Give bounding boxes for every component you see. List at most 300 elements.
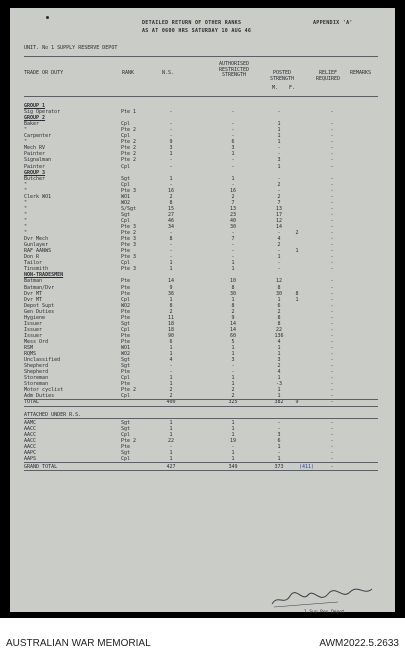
cell-rank: Sgt [121, 449, 131, 456]
grand-total-row [24, 464, 378, 470]
cell-ns: 6 [169, 338, 173, 345]
cell-rank: Pte [121, 308, 131, 315]
cell-ns: - [169, 254, 173, 261]
cell-auth: 1 [231, 266, 235, 273]
cell-rank: Pte 3 [121, 266, 137, 273]
cell-relief: - [330, 381, 334, 388]
cell-trade: " [24, 181, 28, 188]
cell-ns: 2 [169, 308, 173, 315]
col-remarks: REMARKS [350, 70, 372, 76]
cell-trade: GROUP 3 [24, 169, 46, 176]
cell-relief: - [330, 139, 334, 146]
cell-ns: 1 [169, 345, 173, 351]
cell-auth: - [231, 363, 235, 370]
signature-block [268, 586, 378, 615]
cell-rank: Pte [121, 284, 131, 291]
cell-trade: " [24, 187, 28, 194]
cell-rank: Cpl [121, 260, 131, 267]
cell-trade: " [24, 211, 28, 218]
cell-auth: 14 [229, 326, 237, 333]
cell-ns: 1 [169, 381, 173, 388]
cell-ns: - [169, 230, 173, 237]
cell-ns: 4 [169, 357, 173, 364]
cell-rank: Cpl [121, 296, 131, 303]
cell-m: 373 [274, 463, 284, 470]
cell-relief: - [330, 345, 334, 351]
cell-relief: - [330, 369, 334, 376]
cell-rank: Pte 2 [121, 151, 137, 158]
cell-trade: Issuer [24, 320, 43, 327]
cell-rank: Cpl [121, 431, 131, 438]
cell-m: 382 [274, 399, 284, 406]
cell-m: - [277, 109, 281, 116]
cell-trade: Dvr MT [24, 296, 43, 303]
unit-label-text: UNIT. [24, 45, 40, 51]
cell-ns: 1 [169, 260, 173, 267]
cell-ns: - [169, 133, 173, 140]
cell-rank: Cpl [121, 133, 131, 140]
cell-relief: - [330, 163, 334, 170]
cell-rank: Sgt [121, 175, 131, 182]
cell-trade: Mess Ord [24, 338, 49, 345]
cell-auth: - [231, 369, 235, 376]
cell-ns: - [169, 369, 173, 376]
cell-auth: 9 [231, 314, 235, 321]
cell-trade: AAPC [24, 449, 37, 456]
cell-trade: GROUP 1 [24, 103, 46, 109]
col-relief: RELIEF REQUIRED [315, 70, 341, 82]
cell-ns: 2 [169, 193, 173, 200]
cell-rank: Pte 2 [121, 387, 137, 394]
cell-relief: - [330, 133, 334, 140]
cell-auth: 10 [229, 278, 237, 285]
cell-m: 136 [274, 332, 284, 339]
cell-relief: - [330, 332, 334, 339]
grand-total-handwritten-note: (411) [299, 463, 315, 470]
cell-ns: 1 [169, 425, 173, 432]
cell-relief: - [330, 266, 334, 273]
cell-relief: - [330, 248, 334, 255]
cell-m: 1 [277, 375, 281, 382]
cell-relief: - [330, 205, 334, 212]
cell-auth: 30 [229, 290, 237, 297]
attached-heading: ATTACHED UNDER R.S. [24, 411, 82, 418]
cell-rank: WO1 [121, 345, 131, 351]
cell-m: 1 [277, 163, 281, 170]
cell-auth: 1 [231, 425, 235, 432]
cell-rank: Cpl [121, 375, 131, 382]
cell-ns: 400 [166, 399, 176, 406]
cell-m: 8 [277, 314, 281, 321]
cell-auth: 1 [231, 375, 235, 382]
cell-rank: Cpl [121, 181, 131, 188]
cell-relief: - [330, 387, 334, 394]
cell-trade: " [24, 139, 28, 146]
signature-unit: 1 Sup Res Depot [304, 610, 345, 615]
cell-ns: 427 [166, 463, 176, 470]
cell-trade: Gunlayer [24, 242, 49, 249]
cell-m: 2 [277, 363, 281, 370]
cell-m: 1 [277, 121, 281, 128]
cell-ns: 1 [169, 419, 173, 426]
cell-ns: - [169, 127, 173, 134]
cell-rank: Sgt [121, 363, 131, 370]
cell-trade: AACC [24, 431, 37, 438]
cell-relief: - [330, 151, 334, 158]
cell-auth: 40 [229, 217, 237, 224]
cell-relief: - [330, 399, 334, 406]
cell-trade: RAF AANWS [24, 248, 52, 255]
cell-ns: 9 [169, 284, 173, 291]
attached-row [24, 456, 378, 462]
cell-m: 8 [277, 320, 281, 327]
cell-ns: 14 [167, 278, 175, 285]
cell-relief: - [330, 121, 334, 128]
cell-m: 17 [275, 211, 283, 218]
cell-relief: - [330, 290, 334, 297]
cell-auth: 19 [229, 437, 237, 444]
cell-auth: 1 [231, 151, 235, 158]
cell-auth: - [231, 163, 235, 170]
total-rule [24, 399, 378, 400]
cell-ns: 36 [167, 290, 175, 297]
cell-relief: - [330, 236, 334, 243]
cell-auth: 1 [231, 431, 235, 438]
header-bottom-rule [24, 96, 378, 97]
cell-ns: 8 [169, 199, 173, 206]
cell-auth: 7 [231, 199, 235, 206]
col-posted: POSTED STRENGTH [269, 70, 295, 82]
cell-ns: - [169, 157, 173, 164]
cell-auth: - [231, 121, 235, 128]
cell-m: - [277, 187, 281, 194]
cell-rank: Pte [121, 314, 131, 321]
cell-m: - [277, 419, 281, 426]
cell-m: 1 [277, 296, 281, 303]
cell-auth: 1 [231, 449, 235, 456]
cell-rank: Sgt [121, 211, 131, 218]
cell-m: 22 [275, 326, 283, 333]
cell-auth: - [231, 443, 235, 450]
cell-relief: - [330, 224, 334, 230]
cell-ns: 46 [167, 217, 175, 224]
cell-trade: Dvr MT [24, 290, 43, 297]
cell-relief: - [330, 308, 334, 315]
cell-rank: Pte [121, 338, 131, 345]
cell-relief: - [330, 260, 334, 267]
cell-trade: GRAND TOTAL [24, 463, 58, 470]
cell-relief: - [330, 357, 334, 364]
cell-relief: - [330, 296, 334, 303]
cell-relief: - [330, 193, 334, 200]
cell-ns: - [169, 163, 173, 170]
cell-ns: - [169, 248, 173, 255]
cell-m: 12 [275, 278, 283, 285]
cell-trade: Unclassified [24, 357, 61, 364]
cell-relief: - [330, 230, 334, 237]
cell-trade: " [24, 199, 28, 206]
col-ns: N.S. [162, 70, 175, 76]
cell-relief: - [330, 242, 334, 249]
cell-relief: - [330, 425, 334, 432]
cell-trade: Sig Operator [24, 109, 61, 116]
cell-relief: - [330, 393, 334, 400]
header-top-rule [24, 56, 378, 57]
cell-auth: 8 [231, 302, 235, 309]
cell-relief: - [330, 302, 334, 309]
cell-ns: 1 [169, 175, 173, 182]
cell-m: 2 [277, 193, 281, 200]
cell-auth: - [231, 254, 235, 261]
cell-auth: 16 [229, 187, 237, 194]
archive-footer [0, 618, 405, 653]
cell-relief: - [330, 127, 334, 134]
cell-f: 9 [295, 399, 299, 406]
cell-m: -3 [275, 381, 283, 388]
col-m: M. [272, 85, 279, 91]
cell-relief: - [330, 284, 334, 291]
cell-rank: Pte 2 [121, 230, 137, 237]
appendix-label: APPENDIX 'A' [313, 20, 353, 26]
cell-relief: - [330, 181, 334, 188]
cell-relief: - [330, 199, 334, 206]
footer-accession-id: AWM2022.5.2633 [319, 638, 399, 649]
cell-trade: Depot Supt [24, 302, 55, 309]
cell-auth: 1 [231, 175, 235, 182]
cell-auth: 1 [231, 455, 235, 462]
cell-relief: - [330, 314, 334, 321]
cell-trade: " [24, 217, 28, 224]
cell-ns: 1 [169, 455, 173, 462]
cell-ns: 15 [167, 205, 175, 212]
cell-auth: 1 [231, 296, 235, 303]
doc-title-line2: AS AT 0600 HRS SATURDAY 10 AUG 46 [142, 28, 252, 34]
cell-relief: - [330, 109, 334, 116]
cell-auth: - [231, 181, 235, 188]
cell-rank: Cpl [121, 121, 131, 128]
cell-m: 12 [275, 217, 283, 224]
cell-auth: 7 [231, 236, 235, 243]
cell-trade: Issuer [24, 326, 43, 333]
cell-auth: 1 [231, 260, 235, 267]
col-rank: RANK [122, 70, 135, 76]
cell-f: 1 [295, 248, 299, 255]
cell-m: 1 [277, 345, 281, 351]
cell-m: 2 [277, 308, 281, 315]
cell-m: 2 [277, 181, 281, 188]
col-authorised: AUTHORISED RESTRICTED STRENGTH [218, 61, 250, 78]
cell-auth: 1 [231, 351, 235, 358]
cell-auth: - [231, 133, 235, 140]
cell-rank: Pte 2 [121, 145, 137, 152]
cell-auth: - [231, 248, 235, 255]
cell-m: - [277, 230, 281, 237]
cell-m: 1 [277, 254, 281, 261]
cell-rank: Pte [121, 381, 131, 388]
cell-m: 4 [277, 338, 281, 345]
cell-m: 6 [277, 437, 281, 444]
cell-trade: RQMS [24, 351, 37, 358]
cell-ns: 22 [167, 437, 175, 444]
col-trade: TRADE OR DUTY [24, 70, 64, 76]
cell-auth: 14 [229, 320, 237, 327]
cell-ns: 1 [169, 431, 173, 438]
footer-institution: AUSTRALIAN WAR MEMORIAL [6, 638, 151, 649]
cell-auth: 2 [231, 308, 235, 315]
cell-ns: 34 [167, 224, 175, 230]
cell-trade: AACC [24, 443, 37, 450]
cell-relief: - [330, 157, 334, 164]
cell-ns: 16 [167, 187, 175, 194]
cell-trade: " [24, 224, 28, 230]
cell-rank: Sgt [121, 425, 131, 432]
cell-rank: Pte 3 [121, 224, 137, 230]
cell-auth: 3 [231, 145, 235, 152]
cell-relief: - [330, 278, 334, 285]
cell-f: 8 [295, 290, 299, 297]
cell-relief: - [330, 254, 334, 261]
cell-auth: 2 [231, 393, 235, 400]
cell-rank: Cpl [121, 326, 131, 333]
cell-relief: - [330, 431, 334, 438]
cell-relief: - [330, 363, 334, 370]
cell-ns: 11 [167, 314, 175, 321]
cell-relief: - [330, 326, 334, 333]
cell-trade: AACC [24, 437, 37, 444]
cell-auth: 325 [228, 399, 238, 406]
cell-ns: 1 [169, 266, 173, 273]
cell-trade: Tailor [24, 260, 43, 267]
cell-trade: NON-TRADESMEN [24, 272, 64, 279]
cell-auth: 349 [228, 463, 238, 470]
cell-auth: 60 [229, 332, 237, 339]
cell-ns: 2 [169, 393, 173, 400]
cell-ns: 1 [169, 351, 173, 358]
cell-rank: Pte 3 [121, 254, 137, 261]
cell-relief: - [330, 320, 334, 327]
cell-auth: - [231, 127, 235, 134]
cell-relief: - [330, 463, 334, 470]
unit-value: No 1 SUPPLY RESERVE DEPOT [42, 45, 118, 51]
col-f: F. [289, 85, 296, 91]
cell-m: 1 [277, 139, 281, 146]
cell-rank: S/Sgt [121, 205, 137, 212]
cell-relief: - [330, 443, 334, 450]
cell-rank: Pte [121, 332, 131, 339]
cell-ns: 27 [167, 211, 175, 218]
cell-ns: - [169, 109, 173, 116]
cell-relief: - [330, 449, 334, 456]
cell-m: - [277, 266, 281, 273]
cell-auth: 5 [231, 338, 235, 345]
cell-m: 1 [277, 393, 281, 400]
cell-ns: 9 [169, 139, 173, 146]
cell-m: 8 [277, 284, 281, 291]
cell-rank: Pte [121, 369, 131, 376]
cell-rank: Pte 3 [121, 236, 137, 243]
cell-trade: " [24, 230, 28, 237]
cell-m: 7 [277, 199, 281, 206]
cell-trade: " [24, 127, 28, 134]
cell-trade: Issuer [24, 332, 43, 339]
cell-m: 1 [277, 387, 281, 394]
cell-relief: - [330, 175, 334, 182]
cell-relief: - [330, 351, 334, 358]
cell-trade: Mech RV [24, 145, 46, 152]
cell-ns: 1 [169, 375, 173, 382]
cell-rank: Sgt [121, 419, 131, 426]
grand-total-bottom-rule [24, 470, 378, 471]
cell-m: 13 [275, 205, 283, 212]
cell-f: 1 [295, 296, 299, 303]
cell-rank: WO2 [121, 351, 131, 358]
cell-m: 1 [277, 455, 281, 462]
cell-auth: 2 [231, 387, 235, 394]
cell-rank: Cpl [121, 393, 131, 400]
cell-relief: - [330, 437, 334, 444]
cell-trade: Shepherd [24, 369, 49, 376]
cell-m: - [277, 145, 281, 152]
cell-trade: GROUP 2 [24, 115, 46, 122]
cell-trade: Painter [24, 163, 46, 170]
cell-relief: - [330, 211, 334, 218]
cell-auth: 6 [231, 139, 235, 146]
cell-trade: AAPS [24, 455, 37, 462]
cell-trade: Shepherd [24, 363, 49, 370]
cell-ns: 8 [169, 302, 173, 309]
cell-trade: Clerk WO1 [24, 193, 52, 200]
cell-trade: Tinsmith [24, 266, 49, 273]
cell-m: 30 [275, 290, 283, 297]
cell-f: 2 [295, 230, 299, 237]
cell-trade: Dvr Mech [24, 236, 49, 243]
cell-auth: 30 [229, 224, 237, 230]
cell-relief: - [330, 375, 334, 382]
cell-ns: 3 [169, 145, 173, 152]
cell-ns: 8 [169, 236, 173, 243]
cell-relief: - [330, 455, 334, 462]
pin-hole-mark [46, 16, 49, 19]
attached-rule [24, 418, 378, 419]
cell-auth: - [231, 109, 235, 116]
doc-title-line1: DETAILED RETURN OF OTHER RANKS [142, 20, 242, 26]
cell-rank: WO1 [121, 193, 131, 200]
cell-m: 1 [277, 133, 281, 140]
cell-rank: Pte 3 [121, 242, 137, 249]
cell-rank: Pte 3 [121, 187, 137, 194]
cell-trade: Signalman [24, 157, 52, 164]
cell-trade: Motor cyclist [24, 387, 64, 394]
cell-m: 3 [277, 357, 281, 364]
cell-rank: Cpl [121, 217, 131, 224]
cell-trade: Storeman [24, 375, 49, 382]
cell-auth: 8 [231, 284, 235, 291]
cell-m: - [277, 175, 281, 182]
cell-trade: Storeman [24, 381, 49, 388]
cell-rank: WO2 [121, 302, 131, 309]
cell-rank: Pte [121, 443, 131, 450]
cell-trade: Baker [24, 121, 40, 128]
cell-auth: 2 [231, 193, 235, 200]
cell-ns: - [169, 181, 173, 188]
cell-ns: 1 [169, 449, 173, 456]
cell-rank: WO2 [121, 199, 131, 206]
total-row [24, 399, 378, 405]
cell-ns: 18 [167, 326, 175, 333]
cell-trade: Batman/Dvr [24, 284, 55, 291]
cell-rank: Pte 2 [121, 139, 137, 146]
grand-total-rule [24, 462, 378, 463]
